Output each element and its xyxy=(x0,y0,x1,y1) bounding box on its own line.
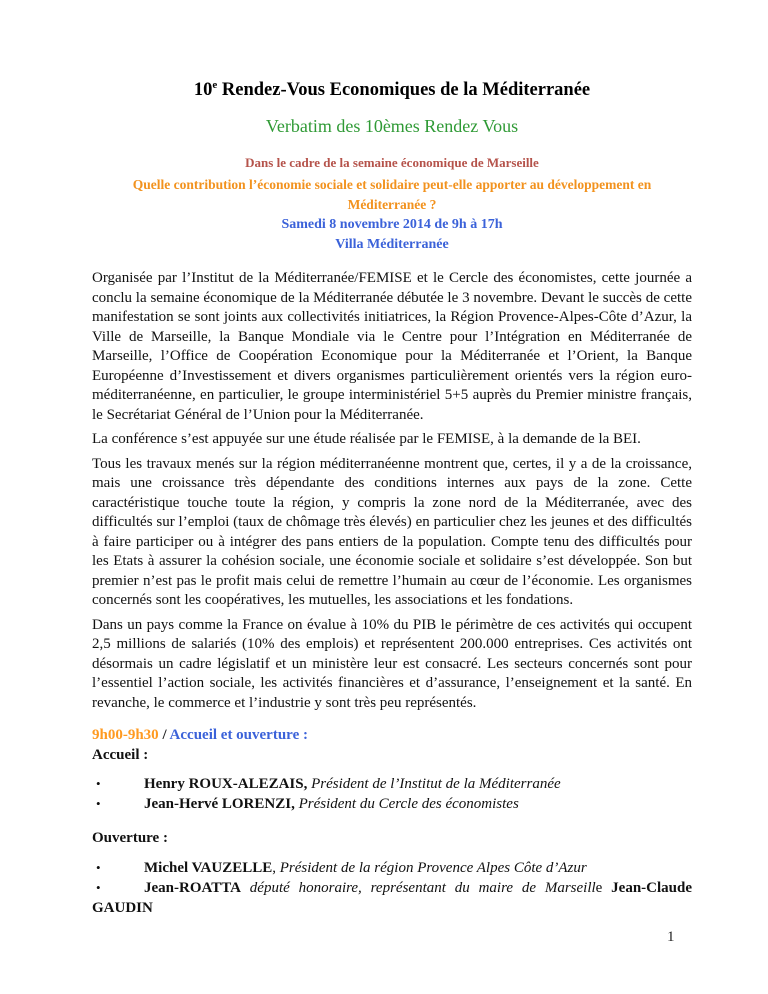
bullet-icon: • xyxy=(96,796,101,811)
theme-line-2: Méditerranée ? xyxy=(347,197,437,212)
page-number: 1 xyxy=(667,929,675,945)
session-title: Accueil et ouverture : xyxy=(169,727,308,743)
document-body xyxy=(92,269,692,713)
speaker-role: Président de la région Provence Alpes Côte d’Azur xyxy=(279,859,587,876)
venue-line: Villa Méditerranée xyxy=(335,237,449,252)
speaker-role: Président de l’Institut de la Méditerranée xyxy=(311,776,561,792)
name-separator: , xyxy=(272,859,276,876)
document-header xyxy=(92,78,692,255)
paragraph-1: Organisée par l’Institut de la Méditerranée/FEMISE et le Cercle des économistes, cette journée a conclu la semaine économique de la Méditerranée débutée le 3 novembre. Devant le succès de cette manifestation se sont joints aux collectivités initiatrices, la Région Provence-Alpes-Côte d’Azur, la Ville de Marseille, la Banque Mondiale via le Centre pour l’Intégration en Méditerranée de Marseille, l’Office de Coopération Economique pour la Méditerranée et l’Orient, la Banque Européenne d’Investissement et divers organismes particulièrement orientés vers la région euro-méditerranéenne, en particulier, le groupe interministériel 5+5 auprès du Premier ministre français, le Secrétariat Général de l’Union pour la Méditerranée. xyxy=(92,270,692,423)
list-item-vauzelle xyxy=(92,858,692,878)
bullet-icon: • xyxy=(96,879,101,895)
list-item-roatta-gaudin xyxy=(92,878,692,918)
title-number: 10 xyxy=(193,80,213,100)
list-item-roux-alezais xyxy=(92,774,692,794)
speaker-name: Michel VAUZELLE xyxy=(144,859,273,876)
accueil-label: Accueil : xyxy=(92,746,149,763)
paragraph-2: La conférence s’est appuyée sur une étude réalisée par le FEMISE, à la demande de la BEI. xyxy=(92,431,641,447)
speaker-role: député honoraire, représentant du maire de Marseill xyxy=(249,879,596,896)
paragraph-3: Tous les travaux menés sur la région méditerranéenne montrent que, certes, il y a de la croissance, mais une croissance très dépendante des conditions internes aux pays de la zone. Cette caractéristique touche toute la région, y compris la zone nord de la Méditerranée, avec des difficultés sur l’emploi (taux de chômage très élevés) en particulier chez les jeunes et des difficultés à faire participer ou à intégrer des pans entiers de la population. Compte tenu des difficultés pour les Etats à assurer la cohésion sociale, une économie sociale et solidaire s’est développée. Son but premier n’est pas le profit mais celui de remettre l’humain au cœur de l’économie. Les organismes concernés sont les coopératives, les mutuelles, les associations et les fondations. xyxy=(92,455,692,608)
page-title xyxy=(92,78,692,102)
speaker-name: Henry ROUX-ALEZAIS, xyxy=(144,776,308,792)
session-separator: / xyxy=(162,727,167,743)
ouverture-label: Ouverture : xyxy=(92,830,168,846)
bullet-icon: • xyxy=(96,776,101,791)
context-line: Dans le cadre de la semaine économique de Marseille xyxy=(245,155,539,170)
speaker-name: Jean-ROATTA xyxy=(144,879,241,896)
speaker-name: Jean-Hervé LORENZI, xyxy=(144,796,295,812)
date-line: Samedi 8 novembre 2014 de 9h à 17h xyxy=(281,217,503,232)
title-ordinal-superscript: e xyxy=(212,78,218,91)
schedule-section xyxy=(92,726,692,918)
speaker-role: Président du Cercle des économistes xyxy=(298,796,519,812)
speaker-name-second: Jean-Claude GAUDIN xyxy=(92,879,693,916)
session-heading xyxy=(92,726,692,746)
list-item-lorenzi xyxy=(92,794,692,814)
title-text: Rendez-Vous Economiques de la Méditerranée xyxy=(217,80,591,100)
theme-line-1: Quelle contribution l’économie sociale et solidaire peut-elle apporter au développement en xyxy=(132,177,652,192)
session-time: 9h00-9h30 xyxy=(92,727,159,743)
page-content xyxy=(92,78,692,918)
theme-line xyxy=(92,175,692,215)
bullet-icon: • xyxy=(96,859,101,875)
speaker-role-tail: e xyxy=(595,879,603,896)
page-subtitle: Verbatim des 10èmes Rendez Vous xyxy=(265,116,519,136)
paragraph-4: Dans un pays comme la France on évalue à 10% du PIB le périmètre de ces activités qui occupent 2,5 millions de salariés (10% des emplois) et représentent 200.000 entreprises. Ces activités ont désormais un cadre législatif et un ministère leur est consacré. Les secteurs concernés sont pour l’essentiel l’action sociale, les activités financières et d’assurance, l’enseignement et la santé. En revanche, le commerce et l’industrie y sont très peu représentés. xyxy=(92,616,692,711)
